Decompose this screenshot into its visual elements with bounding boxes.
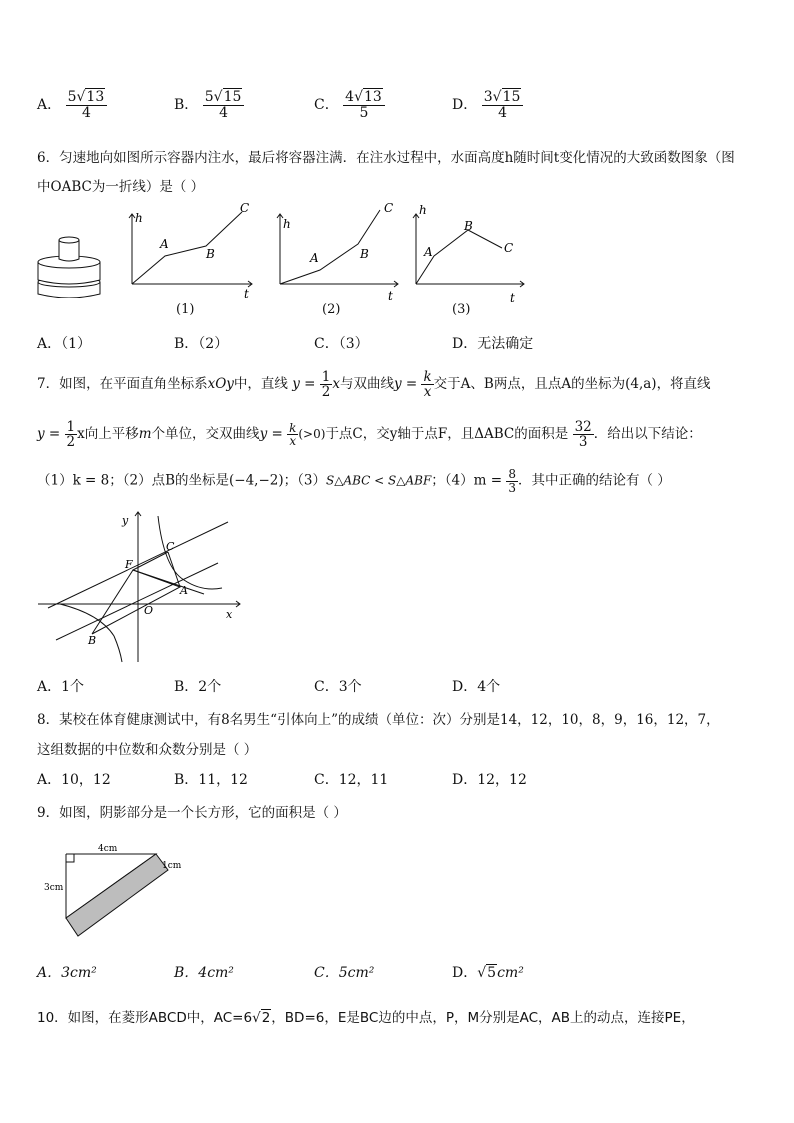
- q8-option-c[interactable]: C．12，11: [314, 772, 389, 788]
- svg-text:B: B: [206, 247, 215, 261]
- q6-caption-3: (3): [452, 302, 471, 317]
- q5-option-d[interactable]: D． $\frac{3√15}{4}$: [452, 90, 523, 120]
- svg-text:C: C: [504, 241, 514, 255]
- svg-text:C: C: [166, 540, 175, 553]
- q7-line2: y = $\frac{1}{2}$ x向上平移m个单位，交双曲线y = $\frac{k}{x}$ (>0)于点C，交y轴于点F，且ΔABC的面积是 $\frac{32}{3}$ ．给出以下结论：: [37, 419, 702, 451]
- q6-option-c[interactable]: C．（3）: [314, 336, 369, 352]
- q7-option-a[interactable]: A．1个: [37, 679, 85, 695]
- svg-text:t: t: [244, 287, 249, 301]
- q5-option-b[interactable]: B． $\frac{5√15}{4}$: [174, 90, 244, 120]
- svg-text:B: B: [360, 247, 369, 261]
- q9-figure: [40, 838, 190, 944]
- q9-stem: 9．如图，阴影部分是一个长方形，它的面积是（ ）: [37, 805, 347, 821]
- q6-caption-2: (2): [322, 302, 341, 317]
- svg-text:A: A: [160, 237, 169, 251]
- q9-option-a[interactable]: A．3cm²: [37, 965, 97, 981]
- q7-line3: （1）k = 8；（2）点B的坐标是(−4,−2)；（3）S△ABC < S△ABF；（4）m = $\frac{8}{3}$ ．其中正确的结论有（ ）: [37, 467, 671, 495]
- svg-text:F: F: [125, 558, 133, 571]
- svg-text:B: B: [464, 219, 473, 233]
- q6-container-figure: [34, 232, 104, 298]
- svg-text:h: h: [419, 203, 427, 217]
- q6-option-a[interactable]: A．（1）: [37, 336, 92, 352]
- q6-graph-2: [268, 200, 408, 312]
- svg-text:h: h: [135, 211, 143, 225]
- q8-line2: 这组数据的中位数和众数分别是（ ）: [37, 742, 258, 758]
- q6-caption-1: (1): [176, 302, 195, 317]
- q8-option-a[interactable]: A．10，12: [37, 772, 111, 788]
- svg-text:C: C: [384, 201, 394, 215]
- svg-text:y: y: [122, 514, 129, 527]
- q8-line1: 8．某校在体育健康测试中，有8名男生“引体向上”的成绩（单位：次）分别是14，12，10，8，9，16，12，7，: [37, 712, 720, 728]
- svg-text:1cm: 1cm: [162, 861, 182, 871]
- q6-stem-line1: 6．匀速地向如图所示容器内注水，最后将容器注满．在注水过程中，水面高度h随时间t变化情况的大致函数图象（图: [37, 150, 735, 166]
- q8-option-b[interactable]: B．11，12: [174, 772, 248, 788]
- q5-option-a[interactable]: A． $\frac{5√13}{4}$: [37, 90, 107, 120]
- q7-option-b[interactable]: B．2个: [174, 679, 222, 695]
- q6-graph-3: [404, 200, 534, 312]
- svg-text:C: C: [240, 201, 250, 215]
- q6-stem-line2: 中OABC为一折线）是（ ）: [37, 179, 205, 195]
- q7-line1: 7．如图，在平面直角坐标系xOy中，直线 y = $\frac{1}{2}$ x与双曲线y = $\frac{k}{x}$ 交于A、B两点，且点A的坐标为(4,a)，将直线: [37, 369, 711, 401]
- q6-graph-1: [120, 200, 260, 312]
- svg-text:A: A: [310, 251, 319, 265]
- svg-text:O: O: [144, 604, 154, 617]
- q9-option-c[interactable]: C．5cm²: [314, 965, 375, 981]
- q7-figure: [34, 508, 250, 666]
- q9-option-b[interactable]: B．4cm²: [174, 965, 234, 981]
- svg-text:h: h: [283, 217, 291, 231]
- q6-option-b[interactable]: B．（2）: [174, 336, 229, 352]
- svg-text:3cm: 3cm: [44, 883, 64, 893]
- q6-option-d[interactable]: D．无法确定: [452, 336, 534, 352]
- svg-text:x: x: [226, 608, 233, 621]
- q8-option-d[interactable]: D．12，12: [452, 772, 527, 788]
- q9-option-d[interactable]: D．√5cm²: [452, 965, 524, 981]
- q5-option-c[interactable]: C． $\frac{4√13}{5}$: [314, 90, 385, 120]
- svg-text:4cm: 4cm: [98, 844, 118, 854]
- q7-option-c[interactable]: C．3个: [314, 679, 362, 695]
- svg-text:B: B: [88, 634, 97, 647]
- q7-option-d[interactable]: D．4个: [452, 679, 501, 695]
- svg-text:A: A: [424, 245, 433, 259]
- q10-line1: 10．如图，在菱形ABCD中，AC=6√2，BD=6，E是BC边的中点，P，M分别是AC，AB上的动点，连接PE，: [37, 1010, 695, 1026]
- svg-text:t: t: [388, 289, 393, 303]
- svg-text:A: A: [180, 584, 188, 597]
- svg-text:t: t: [510, 291, 515, 305]
